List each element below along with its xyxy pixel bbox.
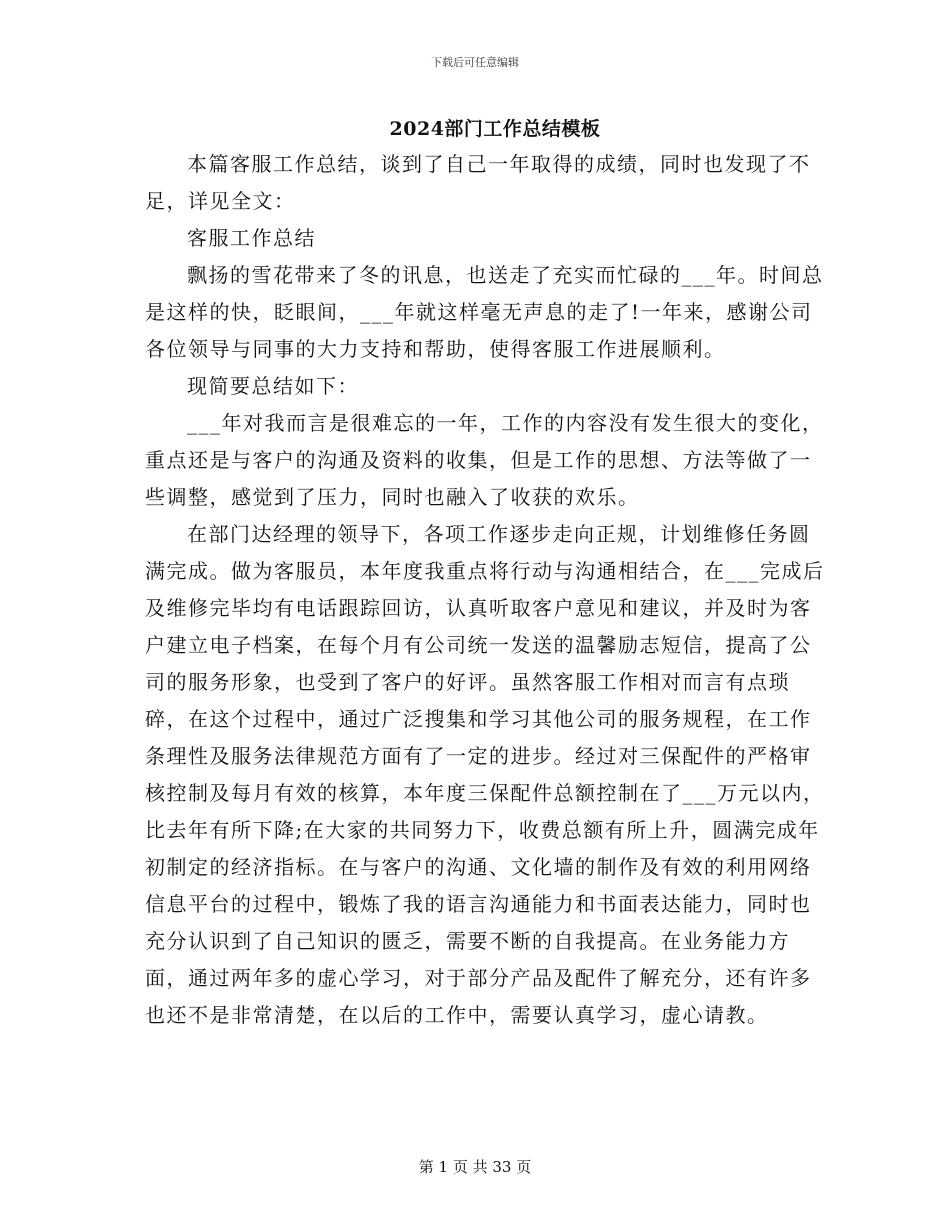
paragraph-opening: 飘扬的雪花带来了冬的讯息，也送走了充实而忙碌的___年。时间总是这样的快，眨眼间，___年就这样毫无声息的走了!一年来，感谢公司各位领导与同事的大力支持和帮助，使得客服工作进展顺利。 [145, 263, 824, 361]
document-body [145, 146, 825, 1034]
paragraph-subtitle: 客服工作总结 [187, 226, 316, 250]
paragraph-summary-lead: 现简要总结如下： [187, 374, 359, 398]
page-number: 第 1 页 共 33 页 [418, 1158, 532, 1176]
page-header-note: 下载后可任意编辑 [431, 56, 519, 69]
paragraph-work-details: 在部门达经理的领导下，各项工作逐步走向正规，计划维修任务圆满完成。做为客服员，本年度我重点将行动与沟通相结合，在___完成后及维修完毕均有电话跟踪回访，认真听取客户意见和建议，并及时为客户建立电子档案，在每个月有公司统一发送的温馨励志短信，提高了公司的服务形象，也受到了客户的好评。虽然客服工作相对而言有点琐碎，在这个过程中，通过广泛搜集和学习其他公司的服务规程，在工作条理性及服务法律规范方面有了一定的进步。经过对三保配件的严格审核控制及每月有效的核算，本年度三保配件总额控制在了___万元以内，比去年有所下降;在大家的共同努力下，收费总额有所上升，圆满完成年初制定的经济指标。在与客户的沟通、文化墙的制作及有效的利用网络信息平台的过程中，锻炼了我的语言沟通能力和书面表达能力，同时也充分认识到了自己知识的匮乏，需要不断的自我提高。在业务能力方面，通过两年多的虚心学习，对于部分产品及配件了解充分，还有许多也还不是非常清楚，在以后的工作中，需要认真学习，虚心请教。 [145, 522, 825, 1027]
paragraph-year-review: ___年对我而言是很难忘的一年，工作的内容没有发生很大的变化，重点还是与客户的沟通及资料的收集，但是工作的思想、方法等做了一些调整，感觉到了压力，同时也融入了收获的欢乐。 [145, 411, 824, 509]
document-title: 2024部门工作总结模板 [389, 118, 601, 140]
paragraph-intro: 本篇客服工作总结，谈到了自己一年取得的成绩，同时也发现了不足，详见全文： [145, 152, 811, 213]
